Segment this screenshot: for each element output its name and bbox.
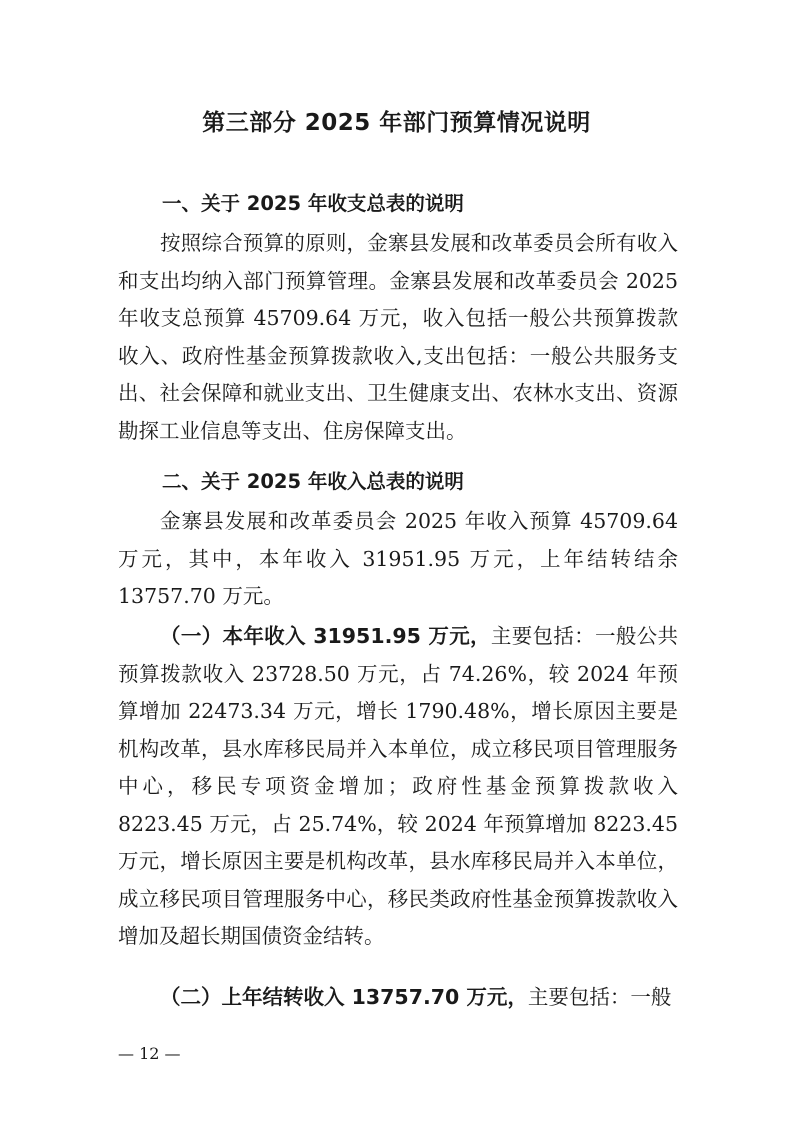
carryover-income-paragraph xyxy=(118,979,678,1017)
section-2-paragraph: 金寨县发展和改革委员会 2025 年收入预算 45709.64 万元，其中，本年收入 31951.95 万元，上年结转结余 13757.70 万元。 xyxy=(118,509,678,608)
section-heading-1: 一、关于 2025 年收支总表的说明 xyxy=(162,192,464,215)
current-year-income-paragraph xyxy=(118,618,678,956)
section-1-paragraph: 按照综合预算的原则，金寨县发展和改革委员会所有收入和支出均纳入部门预算管理。金寨县发展和改革委员会 2025 年收支总预算 45709.64 万元，收入包括一般公共预算拨款收入、政府性基金预算拨款收入,支出包括：一般公共服务支出、社会保障和就业支出、卫生健康支出、农林水支出、资源勘探工业信息等支出、住房保障支出。 xyxy=(118,231,678,443)
carryover-income-lead: （二）上年结转收入 13757.70 万元， xyxy=(160,985,528,1009)
current-year-income-text: 主要包括：一般公共预算拨款收入 23728.50 万元，占 74.26%，较 2024 年预算增加 22473.34 万元，增长 1790.48%，增长原因主要是机构改革，县水库移民局并入本单位，成立移民项目管理服务中心，移民专项资金增加；政府性基金预算拨款收入 8223.45 万元，占 25.74%，较 2024 年预算增加 8223.45 万元，增长原因主要是机构改革，县水库移民局并入本单位，成立移民项目管理服务中心，移民类政府性基金预算拨款收入增加及超长期国债资金结转。 xyxy=(118,624,678,948)
page-number: — 12 — xyxy=(118,1044,181,1063)
section-heading-2: 二、关于 2025 年收入总表的说明 xyxy=(162,470,464,493)
current-year-income-lead: （一）本年收入 31951.95 万元， xyxy=(160,624,491,648)
page-title: 第三部分 2025 年部门预算情况说明 xyxy=(202,110,591,136)
carryover-income-text: 主要包括：一般 xyxy=(527,985,672,1009)
